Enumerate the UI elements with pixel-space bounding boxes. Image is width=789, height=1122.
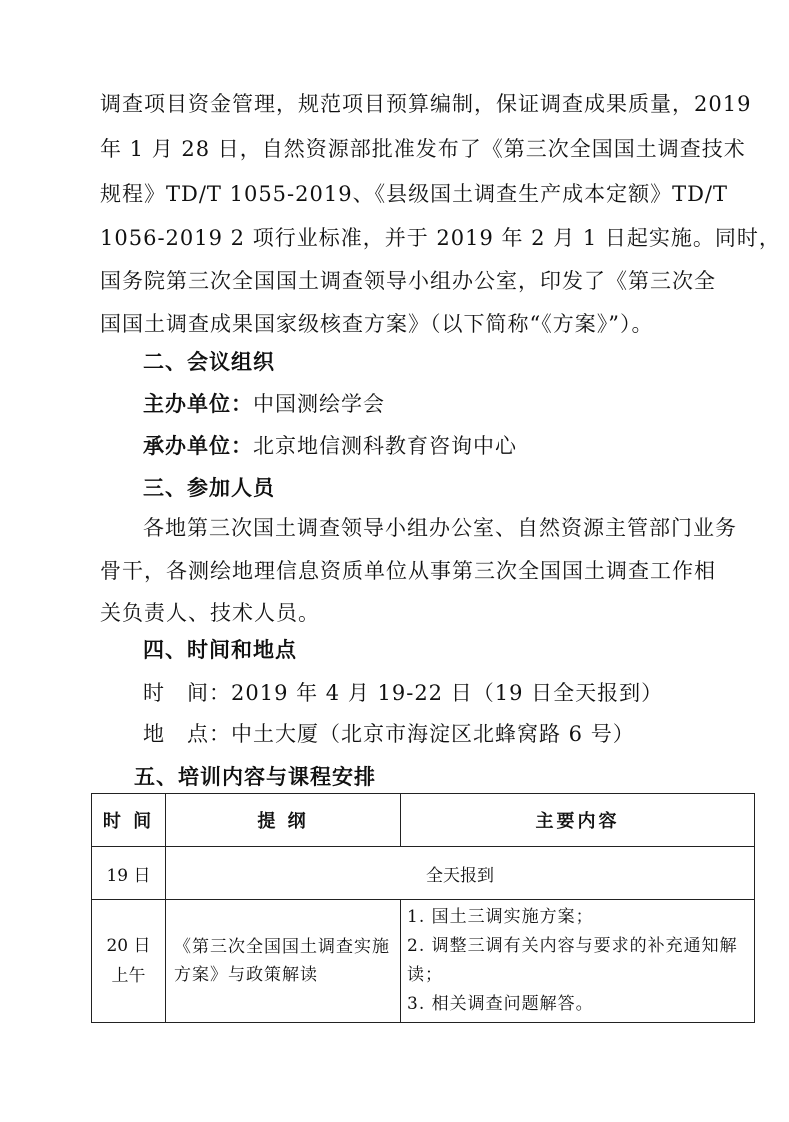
table-cell-merged: 全天报到 xyxy=(166,847,755,900)
organizer-unit-line xyxy=(143,430,517,460)
participants-line: 骨干，各测绘地理信息资质单位从事第三次全国国土调查工作相 xyxy=(100,559,716,583)
table-row xyxy=(92,900,755,1023)
host-unit-line xyxy=(143,388,385,418)
table-header-content: 主要内容 xyxy=(401,794,755,847)
table-cell-outline xyxy=(166,900,401,1023)
participants-line: 关负责人、技术人员。 xyxy=(100,601,320,625)
content-item: 1. 国土三调实施方案； xyxy=(407,907,594,927)
table-row xyxy=(92,847,755,900)
intro-line: 1056-2019 2 项行业标准，并于 2019 年 2 月 1 日起实施。同时， xyxy=(100,226,781,250)
intro-line: 年 1 月 28 日，自然资源部批准发布了《第三次全国国土调查技术 xyxy=(100,137,746,161)
section-heading-schedule: 五、培训内容与课程安排 xyxy=(134,765,376,789)
content-item: 2. 调整三调有关内容与要求的补充通知解读； xyxy=(407,936,738,985)
intro-line: 调查项目资金管理，规范项目预算编制，保证调查成果质量，2019 xyxy=(100,92,752,116)
section-heading-time-place: 四、时间和地点 xyxy=(143,638,297,662)
table-cell-time xyxy=(92,900,166,1023)
intro-line: 规程》TD/T 1055-2019、《县级国土调查生产成本定额》TD/T xyxy=(100,182,729,206)
host-unit-value: 中国测绘学会 xyxy=(253,392,385,416)
table-cell-time: 19 日 xyxy=(92,847,166,900)
participants-line: 各地第三次国土调查领导小组办公室、自然资源主管部门业务 xyxy=(143,516,737,540)
intro-line: 国国土调查成果国家级核查方案》（以下简称“《方案》”）。 xyxy=(100,312,654,336)
section-heading-organization: 二、会议组织 xyxy=(143,350,275,374)
host-unit-label: 主办单位： xyxy=(143,392,253,416)
time-label: 时 间： xyxy=(143,681,231,705)
section-heading-participants: 三、参加人员 xyxy=(143,476,275,500)
content-item: 3. 相关调查问题解答。 xyxy=(407,994,594,1014)
time-value: 2019 年 4 月 19-22 日（19 日全天报到） xyxy=(231,681,664,705)
time-period: 上午 xyxy=(111,966,146,986)
place-value: 中土大厦（北京市海淀区北蜂窝路 6 号） xyxy=(231,722,635,746)
time-line xyxy=(143,677,663,707)
table-header-time: 时 间 xyxy=(92,794,166,847)
schedule-table xyxy=(91,793,755,1023)
organizer-unit-value: 北京地信测科教育咨询中心 xyxy=(253,434,517,458)
table-cell-content xyxy=(401,900,755,1023)
time-day: 20 日 xyxy=(106,936,151,956)
table-header-row xyxy=(92,794,755,847)
intro-line: 国务院第三次全国国土调查领导小组办公室，印发了《第三次全 xyxy=(100,269,716,293)
content-list xyxy=(401,903,754,1019)
place-label: 地 点： xyxy=(143,722,231,746)
outline-text: 《第三次全国国土调查实施方案》与政策解读 xyxy=(174,937,390,985)
table-header-outline: 提 纲 xyxy=(166,794,401,847)
place-line xyxy=(143,718,635,748)
organizer-unit-label: 承办单位： xyxy=(143,434,253,458)
